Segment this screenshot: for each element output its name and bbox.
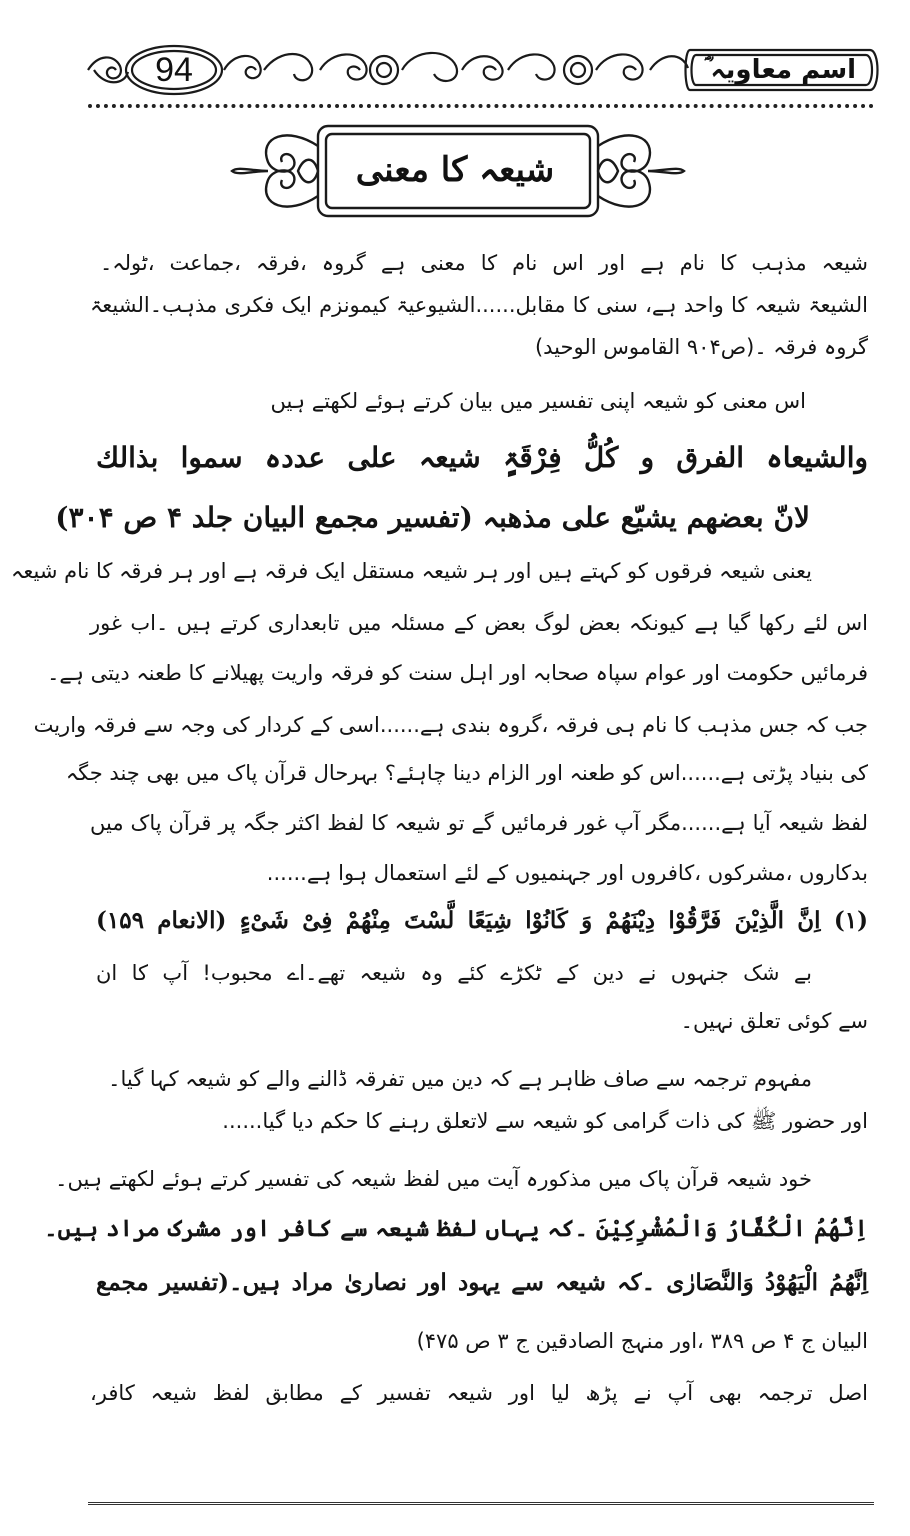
running-title: اسم معاویہ ؓ	[703, 55, 857, 85]
text-line: شیعہ مذہب کا نام ہے اور اس نام کا معنی ہے گروہ ،فرقہ ،جماعت ،ٹولہ۔	[100, 251, 868, 275]
text-line: بدکاروں ،مشرکوں ،کافروں اور جہنمیوں کے لئے استعمال ہوا ہے......	[266, 861, 868, 885]
text-line: بے شک جنہوں نے دین کے ٹکڑے کئے وہ شیعہ تھے۔اے محبوب! آپ کا ان	[96, 961, 812, 985]
arabic-quote-line: اِنَّھُمُ الْكُفَّارُ وَالْمُشْرِكِیْنَ ۔کہ یہاں لفظ شیعہ سے کافر اور مشرک مراد ہیں۔	[44, 1215, 868, 1242]
text-line: الشیعۃ شیعہ کا واحد ہے، سنی کا مقابل......الشیوعیۃ کیمونزم ایک فکری مذہب۔الشیعۃ	[90, 293, 868, 317]
text-line: جب کہ جس مذہب کا نام ہی فرقہ ،گروہ بندی ہے......اسی کے کردار کی وجہ سے فرقہ واریت	[33, 713, 868, 737]
arabic-quote-line: والشیعاہ الفرق و کُلُّ فِرْقَۃٍ شیعہ علی عددہ سموا بذالك	[96, 441, 868, 474]
header-divider	[88, 104, 874, 108]
text-line: اصل ترجمہ بھی آپ نے پڑھ لیا اور شیعہ تفسیر کے مطابق لفظ شیعہ کافر،	[90, 1381, 868, 1405]
page-number: 94	[155, 51, 193, 89]
text-line: اس معنی کو شیعہ اپنی تفسیر میں بیان کرتے ہوئے لکھتے ہیں	[270, 389, 806, 413]
text-line: اور حضور ﷺ کی ذات گرامی کو شیعہ سے لاتعلق رہنے کا حکم دیا گیا......	[222, 1109, 868, 1133]
section-title: شیعہ کا معنی	[355, 150, 555, 190]
text-line: اس لئے رکھا گیا ہے کیونکہ بعض لوگ بعض کے مسئلہ میں تابعداری کرتے ہیں ۔اب غور	[90, 611, 868, 635]
text-line: کی بنیاد پڑتی ہے......اس کو طعنہ اور الزام دینا چاہئے؟ بہرحال قرآن پاک میں بھی چند جگہ	[65, 761, 868, 785]
text-line: لفظ شیعہ آیا ہے......مگر آپ غور فرمائیں گے تو شیعہ کا لفظ اکثر جگہ پر قرآن پاک میں	[90, 811, 868, 835]
arabic-quote-line: لانّ بعضھم یشیّع علی مذھبہ (تفسیر مجمع البیان جلد ۴ ص ۳۰۴)	[55, 501, 810, 534]
text-line: خود شیعہ قرآن پاک میں مذکورہ آیت میں لفظ شیعہ کی تفسیر کرتے ہوئے لکھتے ہیں۔	[55, 1167, 812, 1191]
text-line: یعنی شیعہ فرقوں کو کہتے ہیں اور ہر شیعہ مستقل ایک فرقہ ہے اور ہر فرقہ کا نام شیعہ	[11, 559, 812, 583]
text-line: البیان ج ۴ ص ۳۸۹ ،اور منہج الصادقین ج ۳ ص ۴۷۵)	[416, 1329, 868, 1353]
footer-divider	[88, 1502, 874, 1505]
quran-verse-line: (۱) اِنَّ الَّذِیْنَ فَرَّقُوْا دِیْنَھُمْ وَ كَانُوْا شِیَعًا لَّسْتَ مِنْھُمْ فِیْ شَیْءٍ (الانعام ۱۵۹)	[96, 907, 868, 934]
text-line: فرمائیں حکومت اور عوام سپاہ صحابہ اور اہل سنت کو فرقہ واریت پھیلانے کا طعنہ دیتی ہے۔	[47, 661, 868, 685]
text-line: گروہ فرقہ ۔(ص۹۰۴ القاموس الوحید)	[534, 335, 868, 359]
arabic-quote-line: اِنَّھُمُ الْیَھُوْدُ وَالنَّصَارٰی ۔کہ شیعہ سے یہود اور نصاریٰ مراد ہیں۔(تفسیر مجمع	[96, 1269, 868, 1296]
text-line: سے کوئی تعلق نہیں۔	[680, 1009, 868, 1033]
text-line: مفہوم ترجمہ سے صاف ظاہر ہے کہ دین میں تفرقہ ڈالنے والے کو شیعہ کہا گیا۔	[108, 1067, 812, 1091]
